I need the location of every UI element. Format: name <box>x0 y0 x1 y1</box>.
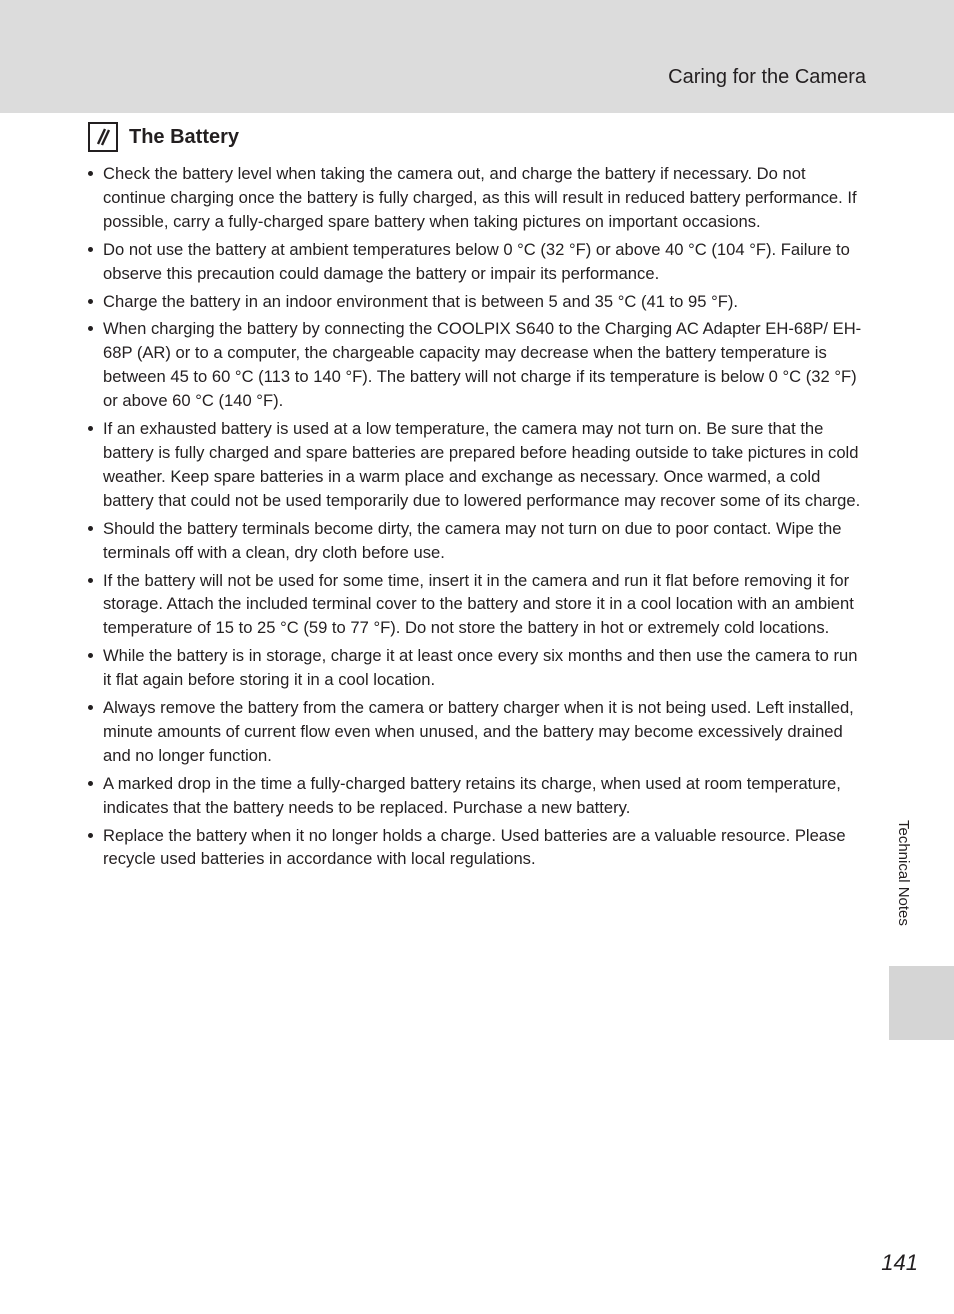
list-item <box>88 238 868 286</box>
section-title: The Battery <box>129 125 240 148</box>
list-item-text: If an exhausted battery is used at a low temperature, the camera may not turn on. Be sure that the battery is fully charged and spare batteries are prepared before heading outside to take pictures in cold weather. Keep spare batteries in a warm place and exchange as necessary. Once warmed, a cold battery that could not be used temporarily due to lowered performance may recover some of its charge. <box>103 419 861 510</box>
list-item <box>88 317 868 413</box>
list-item-text: When charging the battery by connecting the COOLPIX S640 to the Charging AC Adapter EH-68P/ EH-68P (AR) or to a computer, the chargeable capacity may decrease when the battery temperature is between 45 to 60 °C (113 to 140 °F). The battery will not charge if its temperature is below 0 °C (32 °F) or above 60 °C (140 °F). <box>103 319 862 411</box>
side-tab-marker <box>889 966 954 1040</box>
bullet-icon <box>88 781 93 786</box>
bullet-icon <box>88 705 93 710</box>
chapter-title: Caring for the Camera <box>668 66 866 88</box>
header-band <box>0 0 954 113</box>
list-item-text: A marked drop in the time a fully-charged battery retains its charge, when used at room temperature, indicates that the battery needs to be replaced. Purchase a new battery. <box>103 773 841 817</box>
list-item <box>88 417 868 513</box>
list-item-text: Always remove the battery from the camera or battery charger when it is not being used. Left installed, minute amounts of current flow even when unused, and the battery may become excessively drained and no longer function. <box>103 698 854 765</box>
list-item-text: Check the battery level when taking the camera out, and charge the battery if necessary. Do not continue charging once the battery is fully charged, as this will result in reduced battery performance. If possible, carry a fully-charged spare battery when taking pictures on important occasions. <box>103 164 857 231</box>
list-item-text: Do not use the battery at ambient temperatures below 0 °C (32 °F) or above 40 °C (104 °F). Failure to observe this precaution could damage the battery or impair its performance. <box>103 239 850 283</box>
list-item <box>88 162 868 234</box>
list-item <box>88 290 868 314</box>
side-tab-label: Technical Notes <box>895 820 912 926</box>
bullet-icon <box>88 299 93 304</box>
list-item-text: While the battery is in storage, charge it at least once every six months and then use the camera to run it flat again before storing it in a cool location. <box>103 646 858 690</box>
list-item <box>88 772 868 820</box>
bullet-icon <box>88 426 93 431</box>
bullet-icon <box>88 578 93 583</box>
list-item-text: If the battery will not be used for some time, insert it in the camera and run it flat before removing it for storage. Attach the included terminal cover to the battery and store it in a cool location with an ambient temperature of 15 to 25 °C (59 to 77 °F). Do not store the battery in hot or extremely cold locations. <box>103 570 854 638</box>
list-item <box>88 696 868 768</box>
list-item <box>88 644 868 692</box>
pencil-note-icon <box>88 122 118 152</box>
list-item <box>88 824 868 872</box>
bullet-icon <box>88 526 93 531</box>
bullet-icon <box>88 833 93 838</box>
list-item-text: Replace the battery when it no longer holds a charge. Used batteries are a valuable resource. Please recycle used batteries in accordance with local regulations. <box>103 825 846 869</box>
page-number: 141 <box>881 1250 918 1275</box>
bullet-icon <box>88 247 93 252</box>
list-item-text: Charge the battery in an indoor environment that is between 5 and 35 °C (41 to 95 °F). <box>103 291 738 311</box>
list-item-text: Should the battery terminals become dirty, the camera may not turn on due to poor contact. Wipe the terminals off with a clean, dry cloth before use. <box>103 518 842 562</box>
bullet-icon <box>88 653 93 658</box>
list-item <box>88 569 868 641</box>
precautions-list <box>88 162 868 875</box>
section-heading <box>88 120 239 154</box>
list-item <box>88 517 868 565</box>
bullet-icon <box>88 171 93 176</box>
bullet-icon <box>88 326 93 331</box>
